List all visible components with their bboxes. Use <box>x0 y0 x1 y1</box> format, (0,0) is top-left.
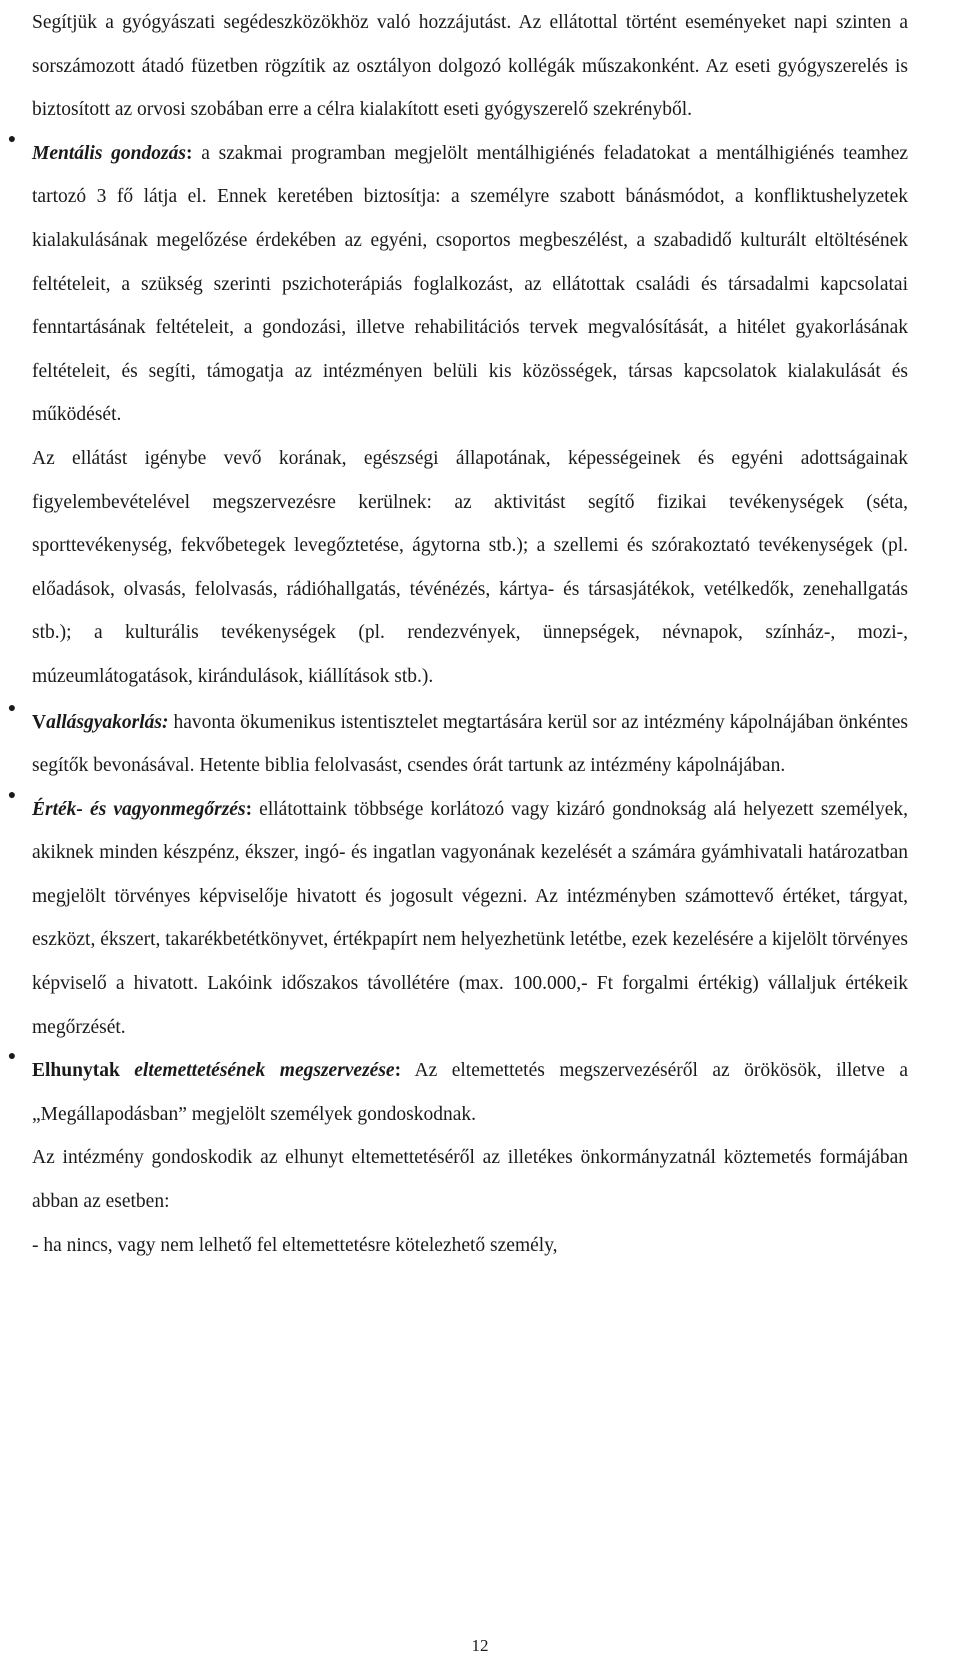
mental-care-text: a szakmai programban megjelölt mentálhigiénés feladatokat a mentálhigiénés teamhez tartozó 3 fő látja el. Ennek keretében biztosítja: a személyre szabott bánásmódot, a konfliktushelyzetek kialakulásának megelőzése érdekében az egyéni, csoportos megbeszélést, a szabadidő kulturált eltöltésének feltételeit, a szükség szerinti pszichoterápiás foglalkozást, az ellátottak családi és társadalmi kapcsolatai fenntartásának feltételeit, a gondozási, illetve rehabilitációs tervek megvalósítását, a hitélet gyakorlásának feltételeit, és segíti, támogatja az intézményen belüli kis közösségek, társas kapcsolatok kialakulását és működését. <box>32 142 909 426</box>
religion-text: havonta ökumenikus istentisztelet megtartására kerül sor az intézmény kápolnájában önkéntes segítők bevonásával. Hetente biblia felolvasást, csendes órát tartunk az intézmény kápolnájában. <box>32 711 908 777</box>
religion-heading-initial: V <box>32 711 47 733</box>
mental-care-heading: Mentális gondozás <box>32 142 186 164</box>
list-item-valuables <box>7 787 908 1050</box>
valuables-colon: : <box>245 798 253 820</box>
funeral-text: Az eltemettetés megszervezéséről az örökösök, illetve a „Megállapodásban” megjelölt személyek gondoskodnak. <box>32 1060 908 1125</box>
page-number: 12 <box>471 1636 489 1655</box>
bullet-icon: ● <box>7 787 17 803</box>
document-page <box>7 0 909 1267</box>
religion-paragraph <box>32 701 908 788</box>
intro-paragraph: Segítjük a gyógyászati segédeszközökhöz való hozzájutást. Az ellátottal történt eseményeket napi szinten a sorszámozott átadó füzetben rögzítik az osztályon dolgozó kollégák műszakonként. Az eseti gyógyszerelés is biztosított az orvosi szobában erre a célra kialakított eseti gyógyszerelő szekrényből. <box>32 12 908 121</box>
list-item-mental-care <box>7 131 909 437</box>
bullet-icon: ● <box>7 1049 17 1065</box>
funeral-heading: eltemettetésének megszervezése <box>134 1060 395 1082</box>
valuables-heading: Érték- és vagyonmegőrzés <box>32 798 246 820</box>
funeral-colon: : <box>394 1060 402 1082</box>
list-item-funeral <box>7 1049 908 1136</box>
valuables-text: ellátottaink többsége korlátozó vagy kizáró gondnokság alá helyezett személyek, akiknek minden készpénz, ékszer, ingó- és ingatlan vagyonának kezelését a számára gyámhivatali határozatban megjelölt törvényes képviselője hivatott és jogosult végezni. Az intézményben számottevő értéket, tárgyat, eszközt, ékszert, takarékbetétkönyvet, értékpapírt nem helyezhetünk letétbe, ezek kezelésére a kijelölt törvényes képviselő a hivatott. Lakóink időszakos távollétére (max. 100.000,- Ft forgalmi értékig) vállaljuk értékeik megőrzését. <box>32 798 908 1038</box>
bullet-icon: ● <box>7 131 17 147</box>
activities-paragraph: Az ellátást igénybe vevő korának, egészségi állapotának, képességeinek és egyéni adottságainak figyelembevételével megszervezésre kerülnek: az aktivitást segítő fizikai tevékenységek (séta, sporttevékenység, fekvőbetegek levegőztetése, ágytorna stb.); a szellemi és szórakoztató tevékenységek (pl. előadások, olvasás, felolvasás, rádióhallgatás, tévénézés, kártya- és társasjátékok, vetélkedők, zenehallgatás stb.); a kulturális tevékenységek (pl. rendezvények, ünnepségek, névnapok, színház-, mozi-, múzeumlátogatások, kirándulások, kiállítások stb.). <box>32 447 908 687</box>
funeral-heading-bold: Elhunytak <box>32 1060 135 1082</box>
list-item-religion <box>7 700 908 788</box>
closing-paragraph: Az intézmény gondoskodik az elhunyt eltemettetéséről az illetékes önkormányzatnál köztemetés formájában abban az esetben: <box>32 1147 908 1213</box>
closing-list-item: - ha nincs, vagy nem lelhető fel eltemettetésre kötelezhető személy, <box>32 1234 558 1256</box>
funeral-paragraph <box>32 1049 908 1136</box>
valuables-paragraph <box>32 788 908 1050</box>
mental-care-colon: : <box>185 142 193 164</box>
bullet-icon: ● <box>7 700 17 716</box>
religion-heading: allásgyakorlás: <box>46 711 169 733</box>
mental-care-paragraph <box>32 132 908 437</box>
